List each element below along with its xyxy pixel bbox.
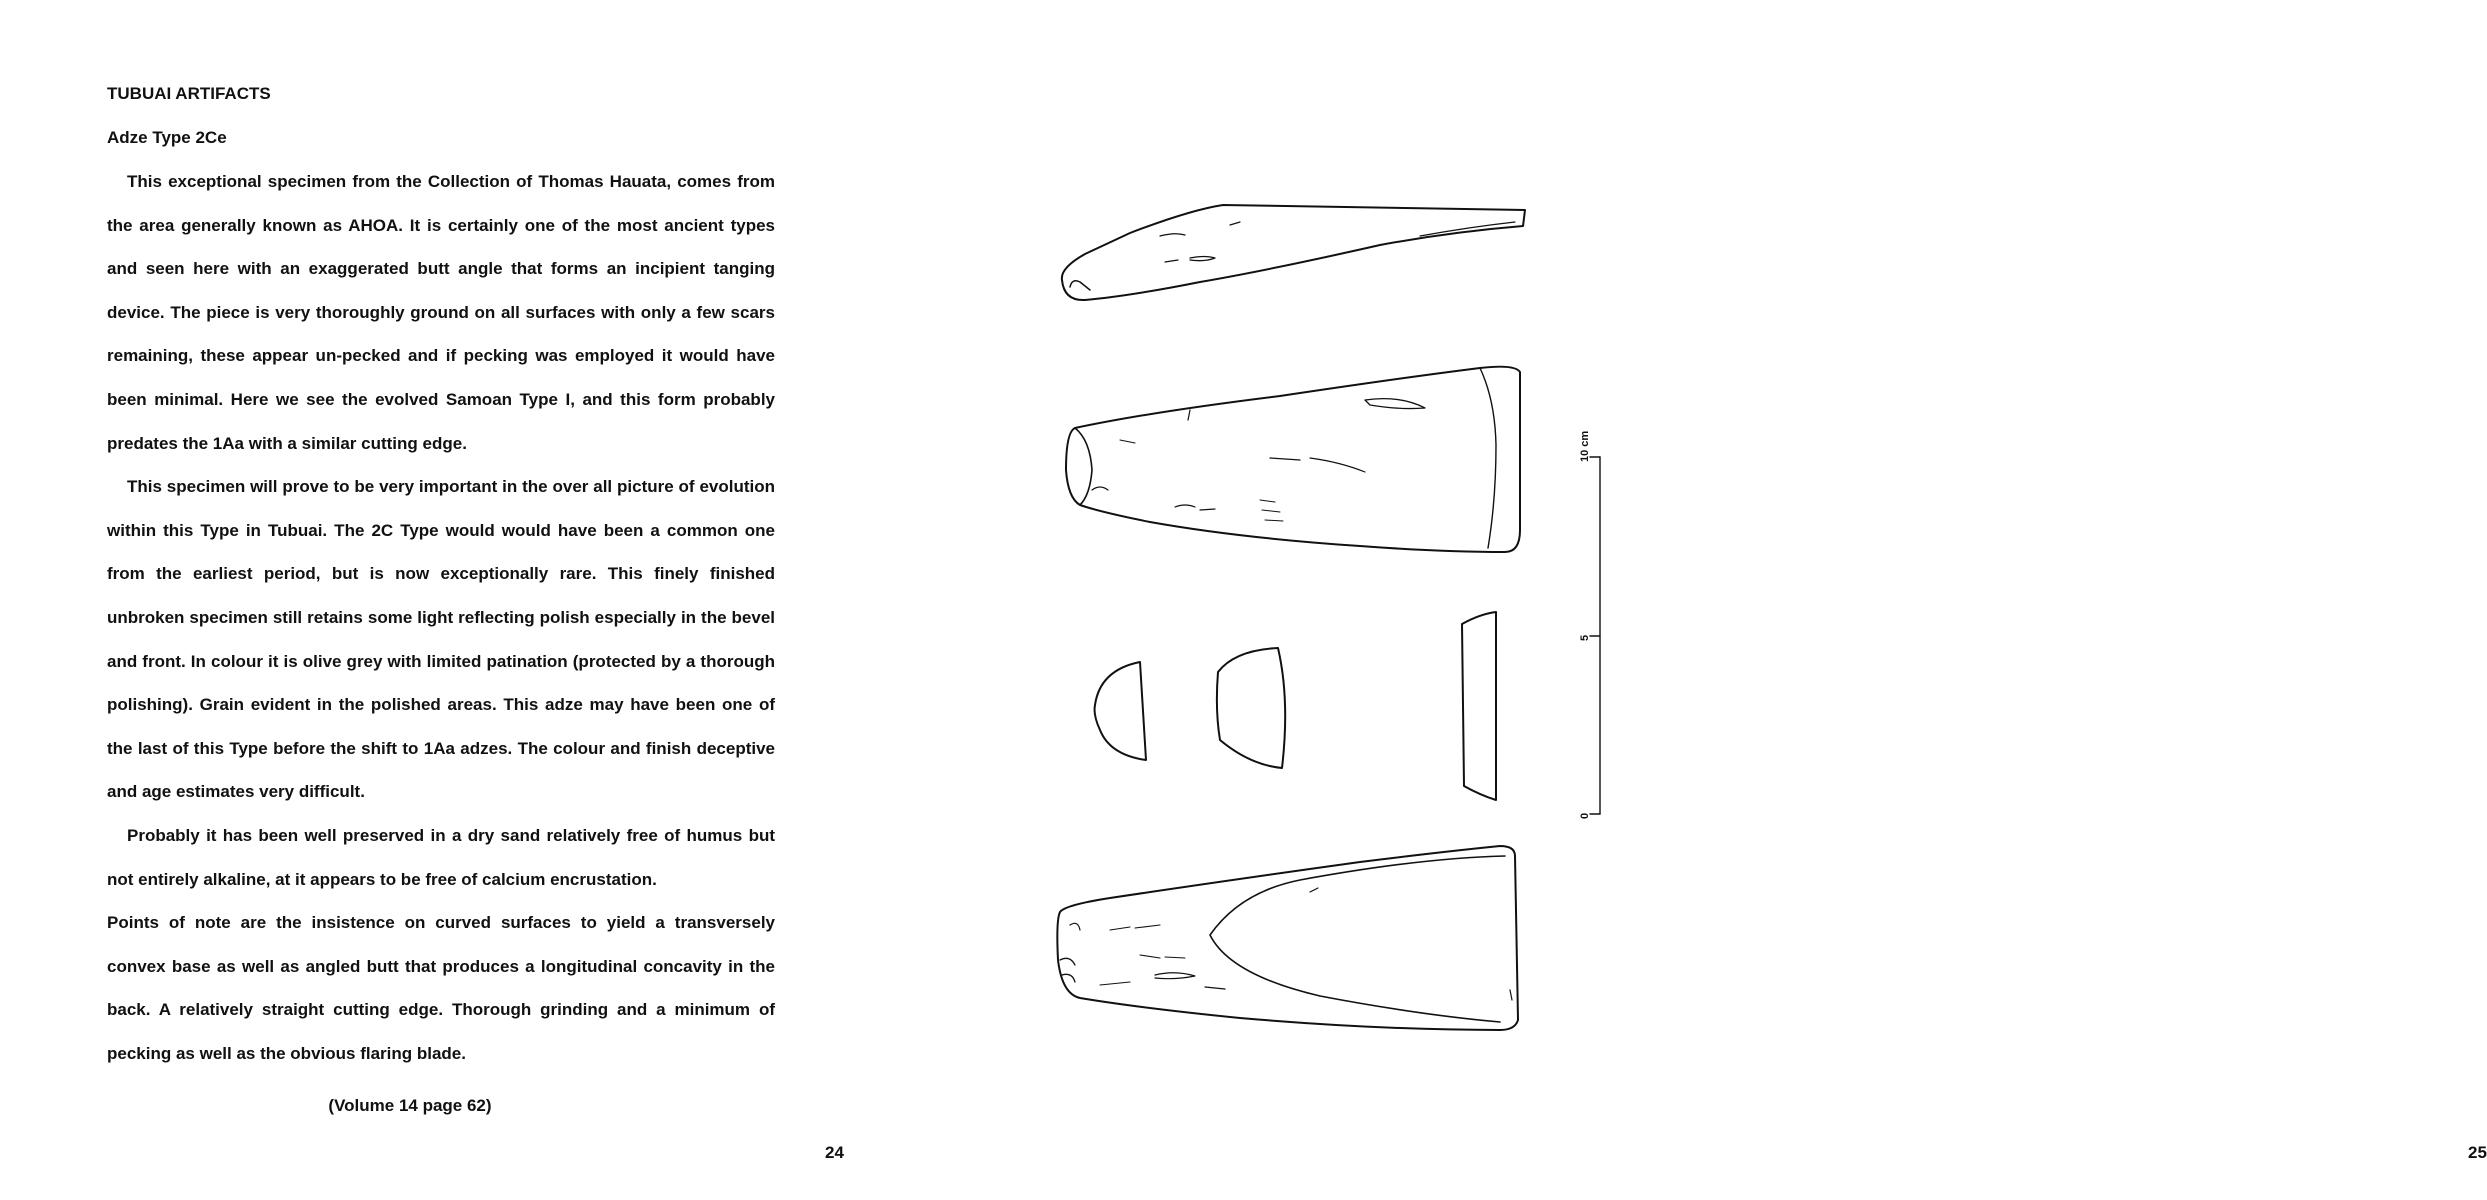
- paragraph-3: Probably it has been well preserved in a dry sand relatively free of humus but not entirely alkaline, at it appears to be free of calcium encrustation.: [107, 825, 775, 889]
- page-number-left: 24: [825, 1143, 844, 1162]
- scale-label-0: 0: [1579, 812, 1591, 819]
- page-number-right: 25: [2468, 1143, 2487, 1162]
- section-title: TUBUAI ARTIFACTS: [107, 84, 271, 103]
- paragraph-4: Points of note are the insistence on curved surfaces to yield a transversely convex base as well as angled butt that produces a longitudinal concavity in the back. A relatively straight cutting edge. Thorough grinding and a minimum of pecking as well as the obvious flaring blade.: [107, 913, 775, 1063]
- paragraph-2: This specimen will prove to be very important in the over all picture of evolution within this Type in Tubuai. The 2C Type would would have been a common one from the earliest period, but is now exceptionally rare. This finely finished unbroken specimen still retains some light reflecting polish especially in the bevel and front. In colour it is olive grey with limited patination (protected by a thorough polishing). Grain evident in the polished areas. This adze may have been one of the last of this Type before the shift to 1Aa adzes. The colour and finish deceptive and age estimates very difficult.: [107, 477, 775, 802]
- volume-reference: (Volume 14 page 62): [328, 1096, 492, 1115]
- scale-label-10cm: 10 cm: [1579, 430, 1591, 462]
- scale-label-5: 5: [1579, 634, 1591, 641]
- paragraph-1: This exceptional specimen from the Collection of Thomas Hauata, comes from the area generally known as AHOA. It is certainly one of the most ancient types and seen here with an exaggerated butt angle that forms an incipient tanging device. The piece is very thoroughly ground on all surfaces with only a few scars remaining, these appear un-pecked and if pecking was employed it would have been minimal. Here we see the evolved Samoan Type I, and this form probably predates the 1Aa with a similar cutting edge.: [107, 172, 775, 453]
- section-subtitle: Adze Type 2Ce: [107, 128, 227, 147]
